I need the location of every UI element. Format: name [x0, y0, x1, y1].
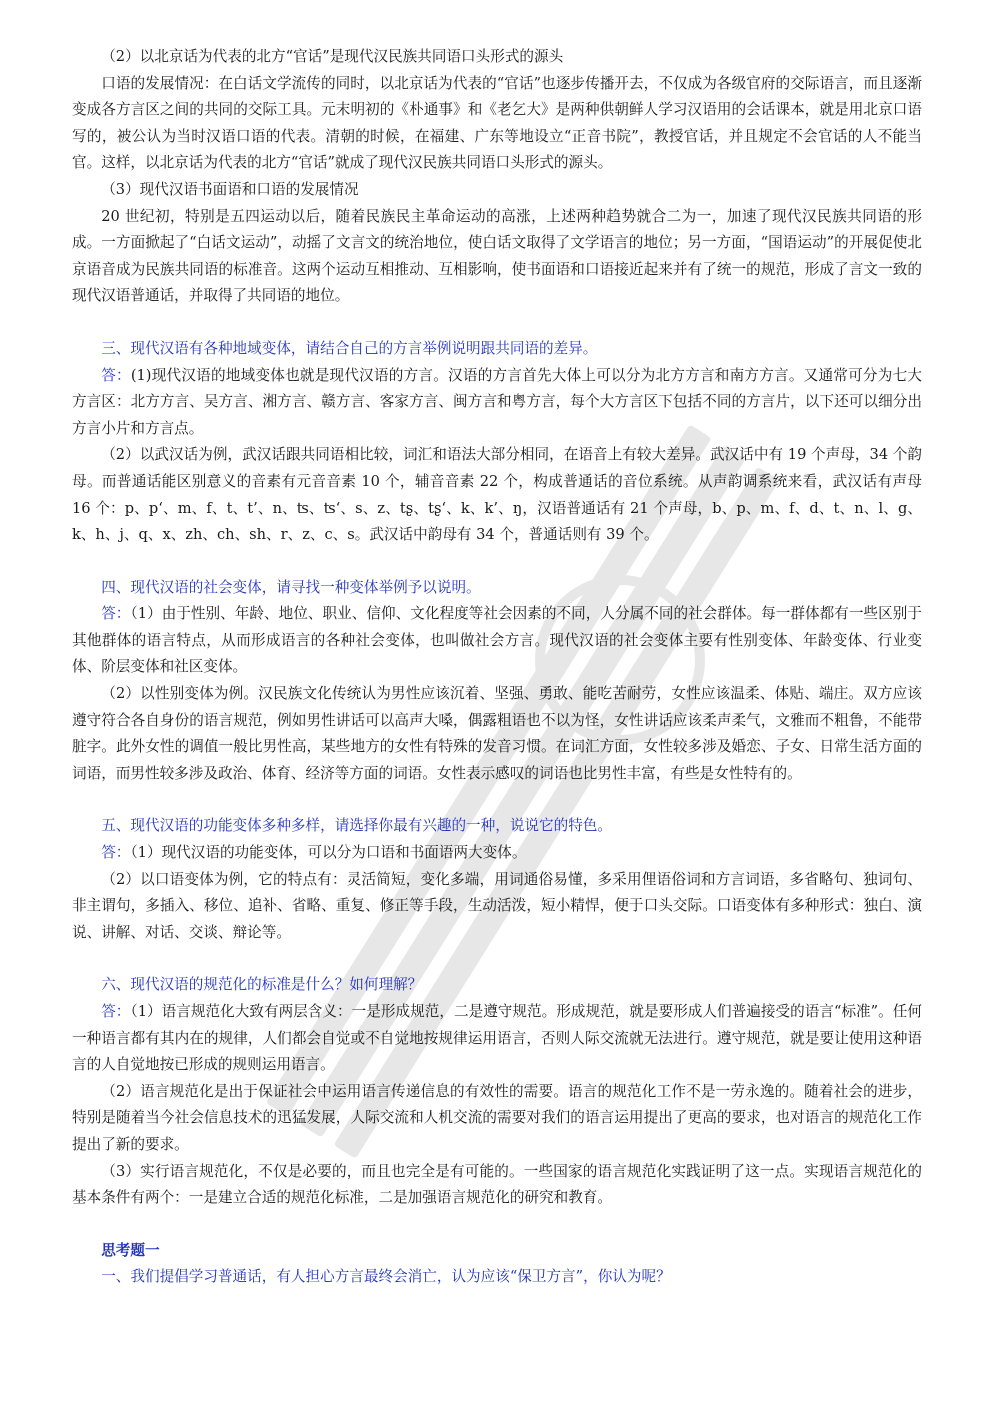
- thinking-question-1: 一、我们提倡学习普通话，有人担心方言最终会消亡，认为应该“保卫方言”，你认为呢？: [101, 1268, 671, 1286]
- question-4: 四、现代汉语的社会变体，请寻找一种变体举例予以说明。: [101, 578, 481, 596]
- question-3: 三、现代汉语有各种地域变体，请结合自己的方言举例说明跟共同语的差异。: [101, 339, 598, 357]
- section-2-heading: （2）以北京话为代表的北方“官话”是现代汉民族共同语口头形式的源头: [101, 48, 564, 65]
- answer-6-part-2: （2）语言规范化是出于保证社会中运用语言传递信息的有效性的需要。语言的规范化工作不是一劳永逸的。随着社会的进步，特别是随着当今社会信息技术的迅猛发展，人际交流和人机交流的需要对我们的语言运用提出了更高的要求，也对语言的规范化工作提出了新的要求。: [72, 1082, 922, 1153]
- section-2-body: 口语的发展情况：在白话文学流传的同时，以北京话为代表的“官话”也逐步传播开去，不仅成为各级官府的交际语言，而且逐渐变成各方言区之间的共同的交际工具。元末明初的《朴通事》和《老乞大》是两种供朝鲜人学习汉语用的会话课本，就是用北京口语写的，被公认为当时汉语口语的代表。清朝的时候，在福建、广东等地设立“正音书院”，教授官话，并且规定不会官话的人不能当官。这样，以北京话为代表的北方“官话”就成了现代汉民族共同语口头形式的源头。: [72, 74, 922, 172]
- question-6: 六、现代汉语的规范化的标准是什么？如何理解？: [101, 976, 423, 994]
- answer-label: 答：: [101, 844, 131, 862]
- answer-4-part-1: 答：（1）由于性别、年龄、地位、职业、信仰、文化程度等社会因素的不同，人分属不同的社会群体。每一群体都有一些区别于其他群体的语言特点，从而形成语言的各种社会变体，也叫做社会方言。现代汉语的社会变体主要有性别变体、年龄变体、行业变体、阶层变体和社区变体。: [72, 605, 922, 676]
- section-3-body: 20 世纪初，特别是五四运动以后，随着民族民主革命运动的高涨，上述两种趋势就合二为一，加速了现代汉民族共同语的形成。一方面掀起了“白话文运动”，动摇了文言文的统治地位，使白话文取得了文学语言的地位；另一方面，“国语运动”的开展促使北京语音成为民族共同语的标准音。这两个运动互相推动、互相影响，使书面语和口语接近起来并有了统一的规范，形成了言文一致的现代汉语普通话，并取得了共同语的地位。: [72, 207, 922, 305]
- answer-3-part-1: 答：(1)现代汉语的地域变体也就是现代汉语的方言。汉语的方言首先大体上可以分为北方方言和南方方言。又通常可分为七大方言区：北方方言、吴方言、湘方言、赣方言、客家方言、闽方言和粤方言，每个大方言区下包括不同的方言片，以下还可以细分出方言小片和方言点。: [72, 366, 922, 437]
- answer-6-part-3: （3）实行语言规范化，不仅是必要的，而且也完全是有可能的。一些国家的语言规范化实践证明了这一点。实现语言规范化的基本条件有两个：一是建立合适的规范化标准，二是加强语言规范化的研究和教育。: [72, 1162, 922, 1207]
- thinking-title: 思考题一: [101, 1241, 160, 1259]
- answer-6-part-1: 答：（1）语言规范化大致有两层含义：一是形成规范，二是遵守规范。形成规范，就是要形成人们普遍接受的语言“标准”。任何一种语言都有其内在的规律，人们都会自觉或不自觉地按规律运用语言，否则人际交流就无法进行。遵守规范，就是要让使用这种语言的人自觉地按已形成的规则运用语言。: [72, 1003, 922, 1074]
- answer-5-part-1: 答：（1）现代汉语的功能变体，可以分为口语和书面语两大变体。: [101, 844, 527, 862]
- answer-label: 答：: [101, 366, 131, 384]
- answer-4-part-2: （2）以性别变体为例。汉民族文化传统认为男性应该沉着、坚强、勇敢、能吃苦耐劳，女性应该温柔、体贴、端庄。双方应该遵守符合各自身份的语言规范，例如男性讲话可以高声大嗓，偶露粗语也不以为怪，女性讲话应该柔声柔气，文雅而不粗鲁，不能带脏字。此外女性的调值一般比男性高，某些地方的女性有特殊的发音习惯。在词汇方面，女性较多涉及婚恋、子女、日常生活方面的词语，而男性较多涉及政治、体育、经济等方面的词语。女性表示感叹的词语也比男性丰富，有些是女性特有的。: [72, 685, 922, 782]
- answer-label: 答：: [101, 605, 131, 623]
- answer-5-part-2: （2）以口语变体为例，它的特点有：灵活简短，变化多端，用词通俗易懂，多采用俚语俗词和方言词语，多省略句、独词句、非主谓句，多插入、移位、追补、省略、重复、修正等手段，生动活泼，短小精悍，便于口头交际。口语变体有多种形式：独白、演说、讲解、对话、交谈、辩论等。: [72, 870, 922, 941]
- section-3-heading: （3）现代汉语书面语和口语的发展情况: [101, 180, 359, 198]
- document-page: [72, 44, 922, 1291]
- answer-label: 答：: [101, 1003, 131, 1020]
- question-5: 五、现代汉语的功能变体多种多样，请选择你最有兴趣的一种，说说它的特色。: [101, 817, 612, 835]
- answer-3-part-2: （2）以武汉话为例，武汉话跟共同语相比较，词汇和语法大部分相同，在语音上有较大差异。武汉话中有 19 个声母，34 个韵母。而普通话能区别意义的音素有元音音素 10 个，辅音音素 22 个，构成普通话的音位系统。从声韵调系统来看，武汉话有声母 16 个：p、p‘、m、f、t、t’、n、ʦ、ʦ‘、s、z、tʂ、tʂ‘、k、k’、ŋ，汉语普通话有 21 个声母，b、p、m、f、d、t、n、l、g、k、h、j、q、x、zh、ch、sh、r、z、c、s。武汉话中韵母有 34 个，普通话则有 39 个。: [72, 446, 922, 544]
